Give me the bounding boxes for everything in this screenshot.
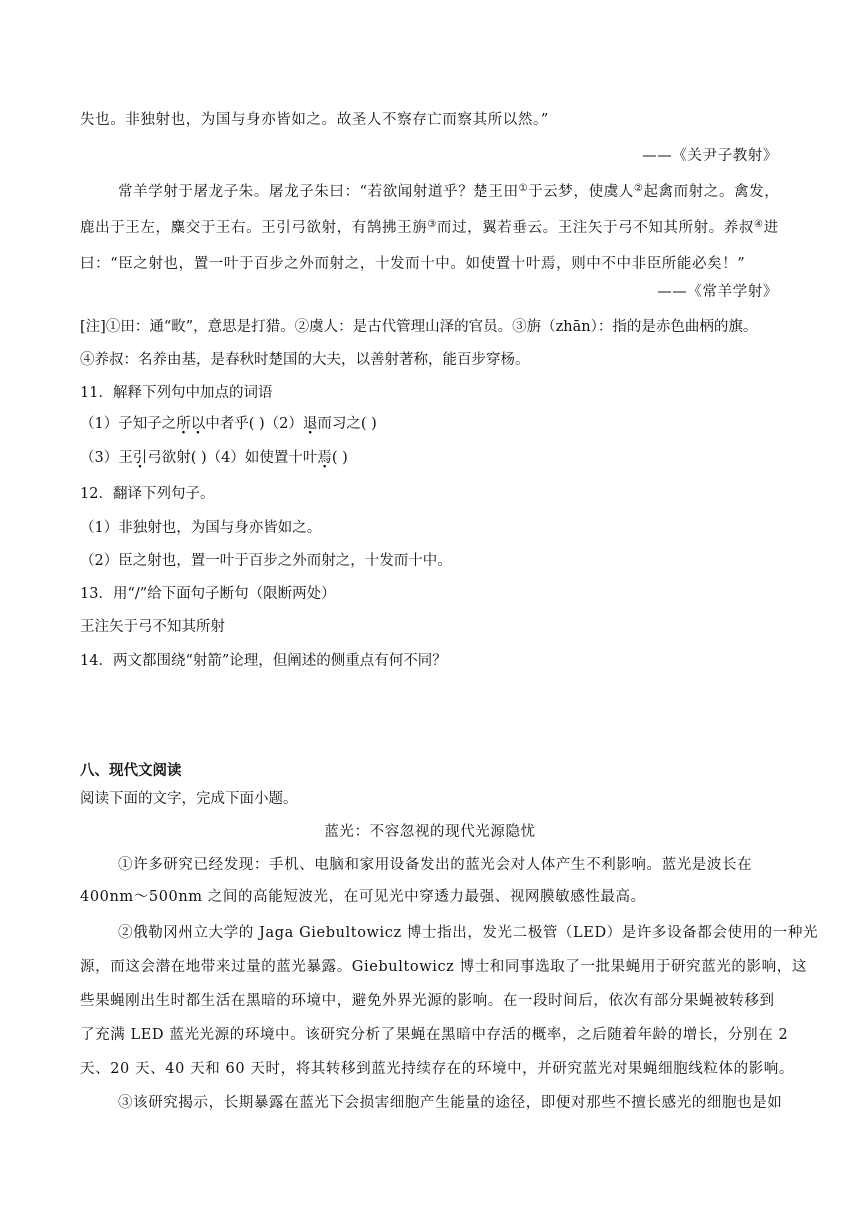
question-12-item: （1）非独射也，为国与身亦皆如之。	[80, 520, 322, 536]
question-13: 13．用“/”给下面句子断句（限断两处）	[80, 586, 336, 602]
classical-text-line: 失也。非独射也，为国与身亦皆如之。故圣人不察存亡而察其所以然。”	[80, 112, 549, 128]
footnote-line: ④养叔：名养由基，是春秋时楚国的大夫，以善射著称，能百步穿杨。	[80, 352, 530, 368]
article-title: 蓝光：不容忽视的现代光源隐忧	[324, 824, 536, 840]
section-heading: 八、现代文阅读	[80, 763, 182, 779]
article-paragraph-line: 天、20 天、40 天和 60 天时，将其转移到蓝光持续存在的环境中，并研究蓝光对果蝇细胞线粒体的影响。	[80, 1061, 794, 1077]
question-11-items: （3）王引弓欲射( )（4）如使置十叶焉( )	[80, 450, 348, 466]
question-14: 14．两文都围绕“射箭”论理，但阐述的侧重点有何不同？	[80, 653, 447, 669]
question-12: 12．翻译下列句子。	[80, 486, 215, 502]
footnote-line: [注]①田：通“畋”，意思是打猎。②虞人：是古代管理山泽的官员。③旃（zhān）：指的是赤色曲柄的旗。	[80, 319, 758, 335]
article-paragraph-line: ②俄勒冈州立大学的 Jaga Giebultowicz 博士指出，发光二极管（LED）是许多设备都会使用的一种光	[118, 925, 819, 941]
article-paragraph-line: ③该研究揭示，长期暴露在蓝光下会损害细胞产生能量的途径，即便对那些不擅长感光的细胞也是如	[118, 1095, 783, 1111]
question-11-items: （1）子知子之所以中者乎( )（2）退而习之( )	[80, 416, 377, 432]
question-11: 11．解释下列句中加点的词语	[80, 385, 273, 401]
article-paragraph-line: 了充满 LED 蓝光光源的环境中。该研究分析了果蝇在黑暗中存活的概率，之后随着年龄的增长，分别在 2	[80, 1027, 789, 1043]
article-paragraph-line: ①许多研究已经发现：手机、电脑和家用设备发出的蓝光会对人体产生不利影响。蓝光是波长在	[118, 857, 753, 873]
source-attribution: ——《关尹子教射》	[642, 148, 778, 164]
classical-text-line: 曰：“臣之射也，置一叶于百步之外而射之，十发而十中。如使置十叶焉，则中不中非臣所能必矣！”	[80, 256, 746, 272]
classical-text-line: 常羊学射于屠龙子朱。屠龙子朱曰：“若欲闻射道乎？楚王田①于云梦，使虞人②起禽而射之。禽发，	[118, 183, 780, 200]
source-attribution: ——《常羊学射》	[657, 284, 778, 300]
article-paragraph-line: 些果蝇刚出生时都生活在黑暗的环境中，避免外界光源的影响。在一段时间后，依次有部分果蝇被转移到	[80, 993, 775, 1009]
section-instruction: 阅读下面的文字，完成下面小题。	[80, 791, 298, 807]
article-paragraph-line: 源，而这会潜在地带来过量的蓝光暴露。Giebultowicz 博士和同事选取了一批果蝇用于研究蓝光的影响，这	[80, 959, 807, 975]
article-paragraph-line: 400nm～500nm 之间的高能短波光，在可见光中穿透力最强、视网膜敏感性最高。	[80, 889, 646, 905]
question-12-item: （2）臣之射也，置一叶于百步之外而射之，十发而十中。	[80, 553, 452, 569]
question-13-text: 王注矢于弓不知其所射	[80, 619, 225, 635]
classical-text-line: 鹿出于王左，麋交于王右。王引弓欲射，有鹄拂王旃③而过，翼若垂云。王注矢于弓不知其所射。养叔④进	[80, 219, 779, 236]
